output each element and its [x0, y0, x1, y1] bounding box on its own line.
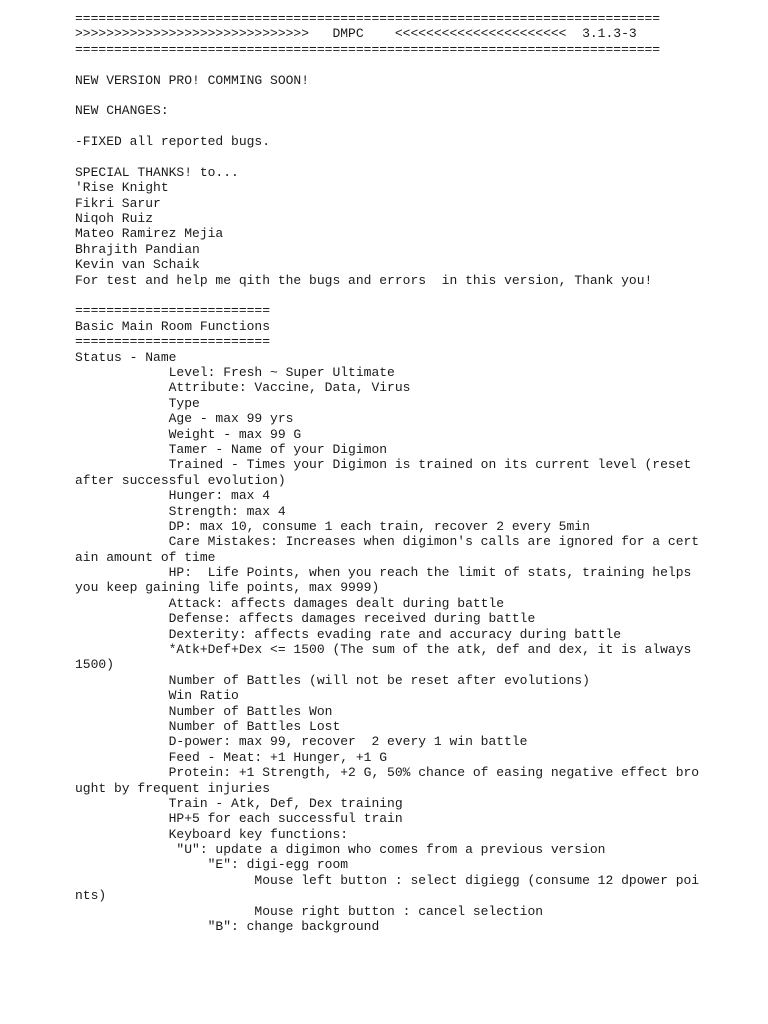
text-line: DP: max 10, consume 1 each train, recover 2 every 5min	[75, 518, 590, 534]
text-line: Strength: max 4	[75, 503, 286, 519]
document-text	[75, 11, 755, 934]
text-line: 'Rise Knight	[75, 180, 169, 196]
text-line: Protein: +1 Strength, +2 G, 50% chance of easing negative effect bro	[75, 765, 700, 781]
text-line: Tamer - Name of your Digimon	[75, 441, 388, 457]
text-line: "B": change background	[75, 919, 380, 935]
text-line: Train - Atk, Def, Dex training	[75, 795, 403, 811]
text-line: "U": update a digimon who comes from a previous version	[75, 842, 606, 858]
text-line: Win Ratio	[75, 688, 239, 704]
text-line: Keyboard key functions:	[75, 826, 349, 842]
text-line: after successful evolution)	[75, 472, 286, 488]
text-line: -FIXED all reported bugs.	[75, 134, 271, 150]
text-line: Level: Fresh ~ Super Ultimate	[75, 364, 395, 380]
text-line: ught by frequent injuries	[75, 780, 271, 796]
text-line: Fikri Sarur	[75, 195, 161, 211]
text-line: >>>>>>>>>>>>>>>>>>>>>>>>>>>>>> DMPC <<<<<<<<<<<<<<<<<<<<<< 3.1.3-3	[75, 26, 637, 42]
text-line	[75, 288, 755, 303]
text-line: Dexterity: affects evading rate and accuracy during battle	[75, 626, 622, 642]
text-line: you keep gaining life points, max 9999)	[75, 580, 380, 596]
text-line: HP+5 for each successful train	[75, 811, 403, 827]
text-line	[75, 119, 755, 134]
text-line: Number of Battles Won	[75, 703, 333, 719]
text-line: NEW VERSION PRO! COMMING SOON!	[75, 72, 310, 88]
text-line: D-power: max 99, recover 2 every 1 win battle	[75, 734, 528, 750]
text-line: Status - Name	[75, 349, 177, 365]
text-line	[75, 150, 755, 165]
text-line: *Atk+Def+Dex <= 1500 (The sum of the atk, def and dex, it is always	[75, 642, 692, 658]
text-line	[75, 57, 755, 72]
text-line: nts)	[75, 888, 107, 904]
text-line	[75, 88, 755, 103]
text-line: Basic Main Room Functions	[75, 318, 271, 334]
text-line: Hunger: max 4	[75, 488, 271, 504]
text-line: Trained - Times your Digimon is trained on its current level (reset	[75, 457, 692, 473]
text-line: Age - max 99 yrs	[75, 411, 294, 427]
text-line: Kevin van Schaik	[75, 257, 200, 273]
text-line: Number of Battles Lost	[75, 718, 341, 734]
text-line: Mouse left button : select digiegg (consume 12 dpower poi	[75, 872, 700, 888]
text-line: Attribute: Vaccine, Data, Virus	[75, 380, 411, 396]
text-line: Defense: affects damages received during battle	[75, 611, 536, 627]
text-line: Weight - max 99 G	[75, 426, 302, 442]
text-line: 1500)	[75, 657, 115, 673]
text-line: SPECIAL THANKS! to...	[75, 164, 239, 180]
text-line: ain amount of time	[75, 549, 216, 565]
text-line: Feed - Meat: +1 Hunger, +1 G	[75, 749, 388, 765]
text-line: Care Mistakes: Increases when digimon's calls are ignored for a cert	[75, 534, 700, 550]
text-line: =========================	[75, 303, 271, 319]
text-line: Mouse right button : cancel selection	[75, 903, 544, 919]
text-line: Niqoh Ruiz	[75, 211, 154, 227]
text-line: NEW CHANGES:	[75, 103, 169, 119]
text-line: For test and help me qith the bugs and errors in this version, Thank you!	[75, 272, 653, 288]
text-line: Mateo Ramirez Mejia	[75, 226, 224, 242]
text-line: ===========================================================================	[75, 41, 661, 57]
text-line: =========================	[75, 334, 271, 350]
text-line: Bhrajith Pandian	[75, 241, 200, 257]
text-line: Number of Battles (will not be reset after evolutions)	[75, 672, 590, 688]
text-line: Type	[75, 395, 200, 411]
text-line: HP: Life Points, when you reach the limit of stats, training helps	[75, 565, 692, 581]
text-line: "E": digi-egg room	[75, 857, 349, 873]
text-line: Attack: affects damages dealt during battle	[75, 595, 505, 611]
text-line: ===========================================================================	[75, 11, 661, 26]
